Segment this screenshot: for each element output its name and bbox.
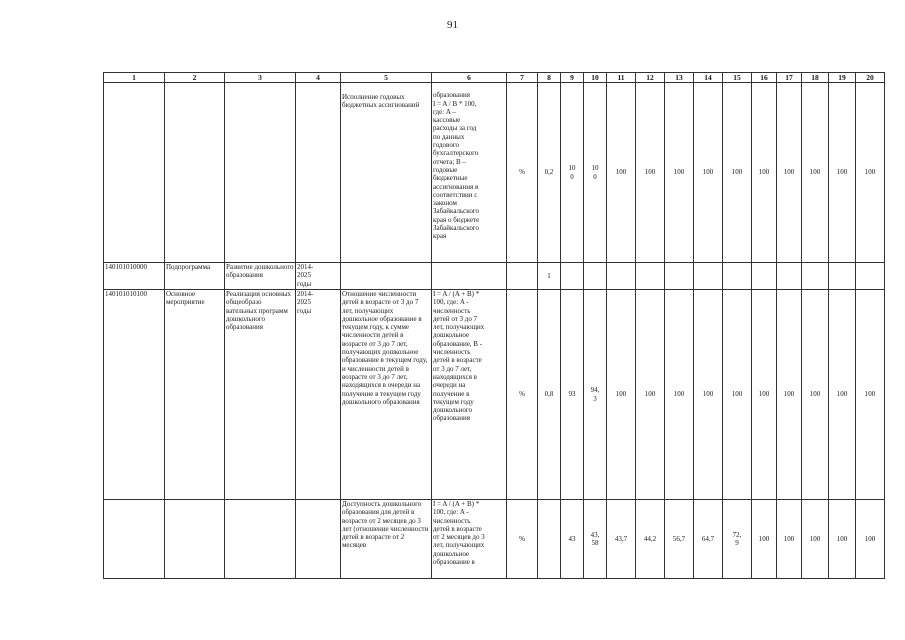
value-cell-col-19: 100 xyxy=(829,500,856,579)
name-cell: Реализация основных общеобразо вательных программ дошкольного образования xyxy=(225,290,296,500)
value-cell-col-10: 43, 58 xyxy=(584,500,607,579)
value-cell-col-13: 56,7 xyxy=(665,500,694,579)
indicator-cell: Исполнение годовых бюджетных ассигнований xyxy=(341,83,432,263)
value-cell-col-10: 10 0 xyxy=(584,83,607,263)
value-cell-col-14: 64,7 xyxy=(694,500,723,579)
unit-cell: % xyxy=(507,290,538,500)
value-cell-col-15: 100 xyxy=(723,290,752,500)
period-cell: 2014- 2025 годы xyxy=(296,290,341,500)
value-cell-col-15: 72, 9 xyxy=(723,500,752,579)
column-number-5: 5 xyxy=(341,73,432,83)
name-cell: Развитие дошкольного образования xyxy=(225,263,296,290)
period-cell xyxy=(296,500,341,579)
value-cell-col-9: 43 xyxy=(561,500,584,579)
value-cell-col-12 xyxy=(636,263,665,290)
value-cell-col-10 xyxy=(584,263,607,290)
code-cell: 140101010000 xyxy=(104,263,165,290)
table-row xyxy=(104,290,885,500)
value-cell-col-18: 100 xyxy=(802,500,829,579)
value-cell-col-17 xyxy=(777,263,802,290)
indicator-cell xyxy=(341,263,432,290)
value-cell-col-9 xyxy=(561,263,584,290)
value-cell-col-18 xyxy=(802,263,829,290)
indicator-table xyxy=(103,72,885,579)
value-cell-col-17: 100 xyxy=(777,500,802,579)
indicator-cell: Отношение численности детей в возрасте от 3 до 7 лет, получающих дошкольное образование в текущем году, к сумме численности детей в возрасте от 3 до 7 лет, получающих дошкольное образование в текущем году, и численности детей в возрасте от 3 до 7 лет, находящихся в очереди на получение в текущем году дошкольного образования xyxy=(341,290,432,500)
value-cell-col-20: 100 xyxy=(856,290,885,500)
page-number: 91 xyxy=(447,19,458,31)
indicator-cell: Доступность дошкольного образования для детей в возрасте от 2 месяцев до 3 лет (отношение численности детей в возрасте от 2 месяцев xyxy=(341,500,432,579)
value-cell-col-19 xyxy=(829,263,856,290)
column-number-11: 11 xyxy=(607,73,636,83)
value-cell-col-19: 100 xyxy=(829,83,856,263)
table-row xyxy=(104,83,885,263)
value-cell-col-10: 94, 3 xyxy=(584,290,607,500)
formula-continued: образования xyxy=(433,91,470,100)
value-cell-col-14: 100 xyxy=(694,83,723,263)
value-cell-col-12: 100 xyxy=(636,290,665,500)
formula-cell: I = A / (A + B) * 100, где: A - численность детей от 3 до 7 лет, получающих дошкольное образование, B - численность детей в возрасте от 3 до 7 лет, находящихся в очереди на получение в текущем году дошкольного образования xyxy=(432,290,507,500)
value-cell-col-20: 100 xyxy=(856,500,885,579)
column-number-4: 4 xyxy=(296,73,341,83)
value-cell-col-14 xyxy=(694,263,723,290)
value-cell-col-13: 100 xyxy=(665,290,694,500)
formula-text: I = A / B * 100, где: A – кассовые расходы за год по данных годового бухгалтерского отчета; B – годовые бюджетные ассигнования в соответствии с законом Забайкальского края о бюджете Забайкальского края xyxy=(433,99,480,241)
column-number-20: 20 xyxy=(856,73,885,83)
value-cell-col-13 xyxy=(665,263,694,290)
value-cell-col-9: 93 xyxy=(561,290,584,500)
column-number-12: 12 xyxy=(636,73,665,83)
type-cell xyxy=(165,83,225,263)
value-cell-col-20 xyxy=(856,263,885,290)
value-cell-col-12: 100 xyxy=(636,83,665,263)
weight-cell xyxy=(538,500,561,579)
value-cell-col-17: 100 xyxy=(777,290,802,500)
value-cell-col-16: 100 xyxy=(752,290,777,500)
value-cell-col-20: 100 xyxy=(856,83,885,263)
name-cell xyxy=(225,500,296,579)
column-number-19: 19 xyxy=(829,73,856,83)
value-cell-col-19: 100 xyxy=(829,290,856,500)
column-number-16: 16 xyxy=(752,73,777,83)
column-number-10: 10 xyxy=(584,73,607,83)
column-number-17: 17 xyxy=(777,73,802,83)
value-cell-col-11: 100 xyxy=(607,83,636,263)
unit-cell: % xyxy=(507,500,538,579)
value-cell-col-13: 100 xyxy=(665,83,694,263)
weight-cell: 0,8 xyxy=(538,290,561,500)
column-number-6: 6 xyxy=(432,73,507,83)
code-cell xyxy=(104,83,165,263)
table-row xyxy=(104,500,885,579)
name-cell xyxy=(225,83,296,263)
value-cell-col-16: 100 xyxy=(752,500,777,579)
column-number-15: 15 xyxy=(723,73,752,83)
formula-cell xyxy=(432,83,507,263)
column-number-8: 8 xyxy=(538,73,561,83)
value-cell-col-11 xyxy=(607,263,636,290)
weight-cell: 1 xyxy=(538,263,561,290)
unit-cell: % xyxy=(507,83,538,263)
type-cell: Подпрограмма xyxy=(165,263,225,290)
value-cell-col-11: 100 xyxy=(607,290,636,500)
value-cell-col-11: 43,7 xyxy=(607,500,636,579)
formula-cell xyxy=(432,263,507,290)
value-cell-col-14: 100 xyxy=(694,290,723,500)
column-number-1: 1 xyxy=(104,73,165,83)
weight-cell: 0,2 xyxy=(538,83,561,263)
table-row xyxy=(104,263,885,290)
value-cell-col-9: 10 0 xyxy=(561,83,584,263)
column-number-3: 3 xyxy=(225,73,296,83)
value-cell-col-18: 100 xyxy=(802,290,829,500)
value-cell-col-16: 100 xyxy=(752,83,777,263)
value-cell-col-17: 100 xyxy=(777,83,802,263)
column-number-13: 13 xyxy=(665,73,694,83)
header-row xyxy=(104,73,885,83)
value-cell-col-15 xyxy=(723,263,752,290)
value-cell-col-12: 44,2 xyxy=(636,500,665,579)
column-number-2: 2 xyxy=(165,73,225,83)
period-cell xyxy=(296,83,341,263)
code-cell: 140101010100 xyxy=(104,290,165,500)
period-cell: 2014- 2025 годы xyxy=(296,263,341,290)
formula-cell: I = A / (A + B) * 100, где: A - численность детей в возрасте от 2 месяцев до 3 лет, получающих дошкольное образование в xyxy=(432,500,507,579)
type-cell xyxy=(165,500,225,579)
type-cell: Основное мероприятие xyxy=(165,290,225,500)
column-number-14: 14 xyxy=(694,73,723,83)
code-cell xyxy=(104,500,165,579)
unit-cell xyxy=(507,263,538,290)
value-cell-col-15: 100 xyxy=(723,83,752,263)
column-number-9: 9 xyxy=(561,73,584,83)
value-cell-col-18: 100 xyxy=(802,83,829,263)
column-number-7: 7 xyxy=(507,73,538,83)
column-number-18: 18 xyxy=(802,73,829,83)
value-cell-col-16 xyxy=(752,263,777,290)
